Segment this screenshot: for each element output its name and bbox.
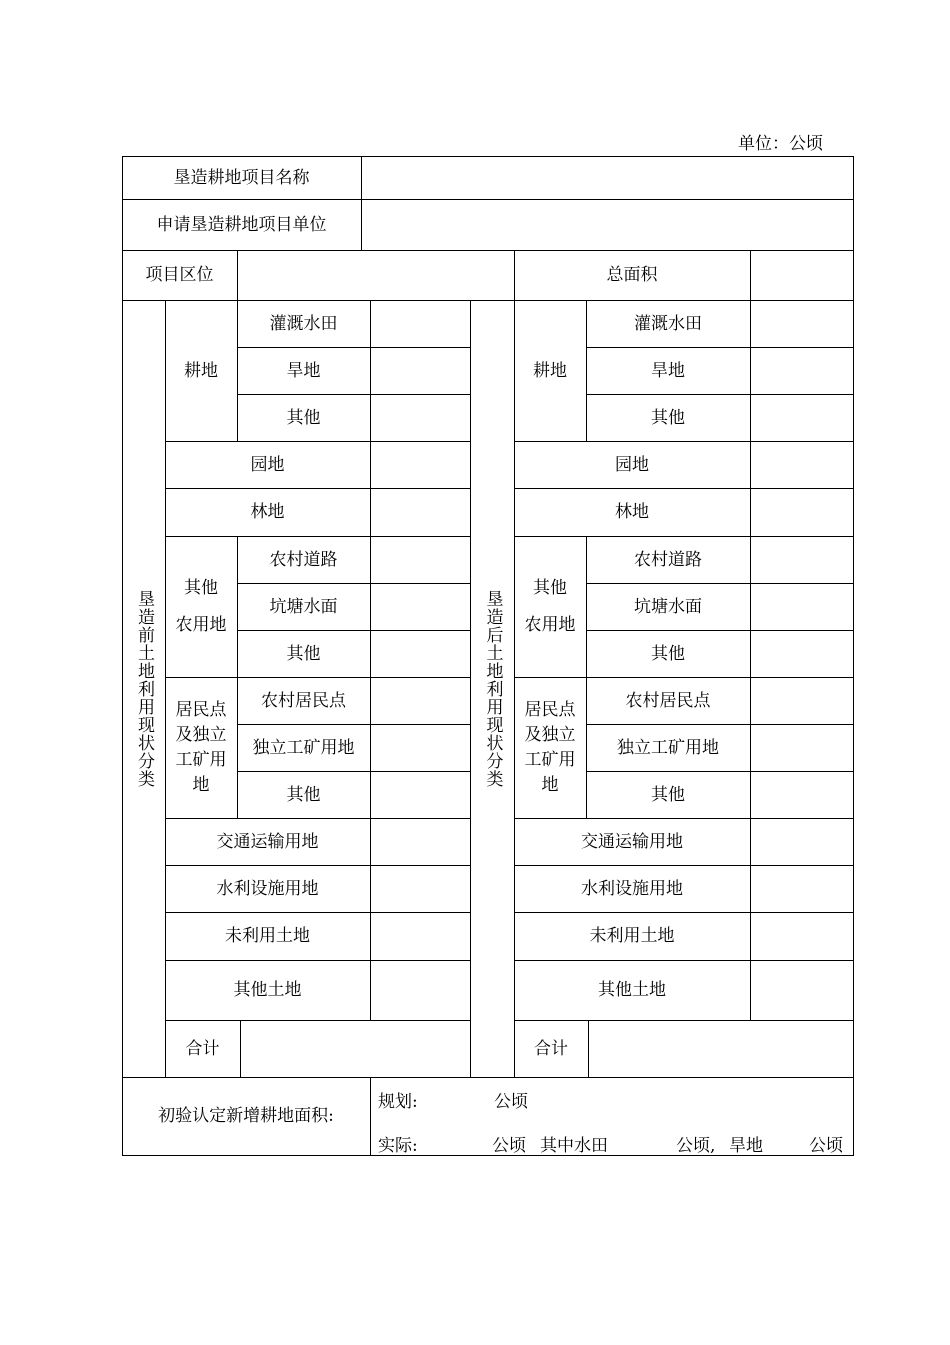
- dry-sub-label: 旱地: [729, 1136, 763, 1156]
- before-res-line3: 工矿用: [175, 749, 227, 770]
- before-transport-field[interactable]: [371, 819, 470, 865]
- after-paddy-field[interactable]: [751, 301, 853, 347]
- after-pond-field[interactable]: [751, 584, 853, 630]
- after-rural-road-label: 农村道路: [634, 549, 702, 570]
- after-other-agri-line2: 农用地: [524, 614, 576, 635]
- after-res-line1: 居民点: [524, 699, 576, 720]
- after-pond-label: 坑塘水面: [634, 596, 702, 617]
- after-rural-road-field[interactable]: [751, 537, 853, 583]
- before-other2-field[interactable]: [371, 631, 470, 677]
- before-other1-field[interactable]: [371, 395, 470, 441]
- after-industrial-field[interactable]: [751, 725, 853, 771]
- location-field[interactable]: [238, 251, 514, 300]
- before-side-title-text: 垦造前土地利用现状分类: [134, 589, 154, 788]
- before-other2-label: 其他: [286, 643, 321, 664]
- after-transport-label: 交通运输用地: [581, 831, 683, 852]
- before-dryland-label: 旱地: [286, 360, 321, 381]
- after-res-line2: 及独立: [524, 724, 576, 745]
- after-total-field[interactable]: [589, 1021, 853, 1077]
- after-other-land-label: 其他土地: [598, 980, 666, 1000]
- after-garden-label: 园地: [615, 454, 649, 475]
- after-cultivated-label: 耕地: [533, 360, 567, 381]
- after-other1-field[interactable]: [751, 395, 853, 441]
- after-other-agri-label: [514, 536, 586, 677]
- after-industrial-label: 独立工矿用地: [617, 737, 719, 758]
- after-res-line3: 工矿用: [524, 749, 576, 770]
- after-unused-label: 未利用土地: [589, 926, 675, 946]
- after-water-label: 水利设施用地: [581, 878, 683, 899]
- after-dryland-field[interactable]: [751, 348, 853, 394]
- before-forest-field[interactable]: [371, 489, 470, 536]
- after-forest-label: 林地: [615, 502, 649, 522]
- actual-label: 实际:: [378, 1136, 418, 1156]
- after-other1-label: 其他: [651, 407, 685, 428]
- before-rural-road-field[interactable]: [371, 537, 470, 583]
- before-water-label: 水利设施用地: [216, 878, 319, 899]
- total-area-field[interactable]: [751, 251, 853, 300]
- before-residential-label: [165, 677, 237, 818]
- before-industrial-field[interactable]: [371, 725, 470, 771]
- new-cultivated-area-label: 初验认定新增耕地面积:: [158, 1106, 334, 1126]
- plan-label: 规划:: [378, 1092, 418, 1112]
- before-rural-res-label: 农村居民点: [261, 690, 346, 711]
- before-unused-field[interactable]: [371, 913, 470, 960]
- applicant-field[interactable]: [362, 200, 853, 250]
- before-rural-road-label: 农村道路: [269, 549, 338, 570]
- before-other-land-field[interactable]: [371, 961, 470, 1020]
- project-name-label: 垦造耕地项目名称: [173, 167, 310, 188]
- before-other1-label: 其他: [286, 407, 321, 428]
- after-rural-res-field[interactable]: [751, 678, 853, 724]
- paddy-sub-label: 其中水田: [540, 1136, 608, 1156]
- before-garden-field[interactable]: [371, 442, 470, 488]
- plan-unit: 公顷: [494, 1092, 528, 1112]
- project-name-field[interactable]: [362, 157, 853, 199]
- dry-sub-unit: 公顷: [809, 1136, 843, 1156]
- after-forest-field[interactable]: [751, 489, 853, 536]
- before-rural-res-field[interactable]: [371, 678, 470, 724]
- before-total-label: 合计: [185, 1038, 220, 1059]
- before-other-agri-line1: 其他: [184, 577, 218, 598]
- before-res-line4: 地: [192, 774, 210, 795]
- after-res-line4: 地: [541, 774, 559, 795]
- table-border-right: [853, 156, 854, 1156]
- after-other-land-field[interactable]: [751, 961, 853, 1020]
- after-transport-field[interactable]: [751, 819, 853, 865]
- before-res-line2: 及独立: [175, 724, 227, 745]
- after-side-title: [470, 300, 514, 1077]
- before-cultivated-label: 耕地: [184, 360, 218, 381]
- after-paddy-label: 灌溉水田: [634, 313, 702, 334]
- before-side-title: [122, 300, 165, 1077]
- after-total-label: 合计: [534, 1038, 568, 1059]
- before-forest-label: 林地: [250, 502, 285, 522]
- before-water-field[interactable]: [371, 866, 470, 912]
- before-res-line1: 居民点: [175, 699, 227, 720]
- applicant-label: 申请垦造耕地项目单位: [156, 214, 327, 235]
- before-dryland-field[interactable]: [371, 348, 470, 394]
- after-rural-res-label: 农村居民点: [625, 690, 711, 711]
- actual-unit: 公顷: [492, 1136, 526, 1156]
- before-paddy-label: 灌溉水田: [269, 313, 338, 334]
- after-other3-field[interactable]: [751, 772, 853, 818]
- after-other-agri-line1: 其他: [533, 577, 567, 598]
- before-pond-field[interactable]: [371, 584, 470, 630]
- before-other-land-label: 其他土地: [233, 980, 302, 1000]
- after-water-field[interactable]: [751, 866, 853, 912]
- total-area-label: 总面积: [606, 265, 658, 285]
- after-residential-label: [514, 677, 586, 818]
- before-transport-label: 交通运输用地: [216, 831, 319, 852]
- after-other2-label: 其他: [651, 643, 685, 664]
- before-garden-label: 园地: [250, 454, 285, 475]
- unit-label: 单位：公顷: [738, 134, 823, 154]
- before-total-field[interactable]: [241, 1021, 470, 1077]
- before-other-agri-line2: 农用地: [175, 614, 227, 635]
- after-other2-field[interactable]: [751, 631, 853, 677]
- before-other3-label: 其他: [286, 784, 321, 805]
- after-dryland-label: 旱地: [651, 360, 685, 381]
- after-other3-label: 其他: [651, 784, 685, 805]
- after-unused-field[interactable]: [751, 913, 853, 960]
- after-side-title-text: 垦造后土地利用现状分类: [482, 589, 503, 788]
- before-other3-field[interactable]: [371, 772, 470, 818]
- paddy-sub-unit: 公顷,: [676, 1136, 716, 1156]
- before-pond-label: 坑塘水面: [269, 596, 338, 617]
- location-label: 项目区位: [145, 265, 214, 285]
- before-other-agri-label: [165, 536, 237, 677]
- after-garden-field[interactable]: [751, 442, 853, 488]
- before-industrial-label: 独立工矿用地: [252, 737, 355, 758]
- column-line: [370, 1077, 371, 1156]
- before-unused-label: 未利用土地: [225, 926, 310, 946]
- before-paddy-field[interactable]: [371, 301, 470, 347]
